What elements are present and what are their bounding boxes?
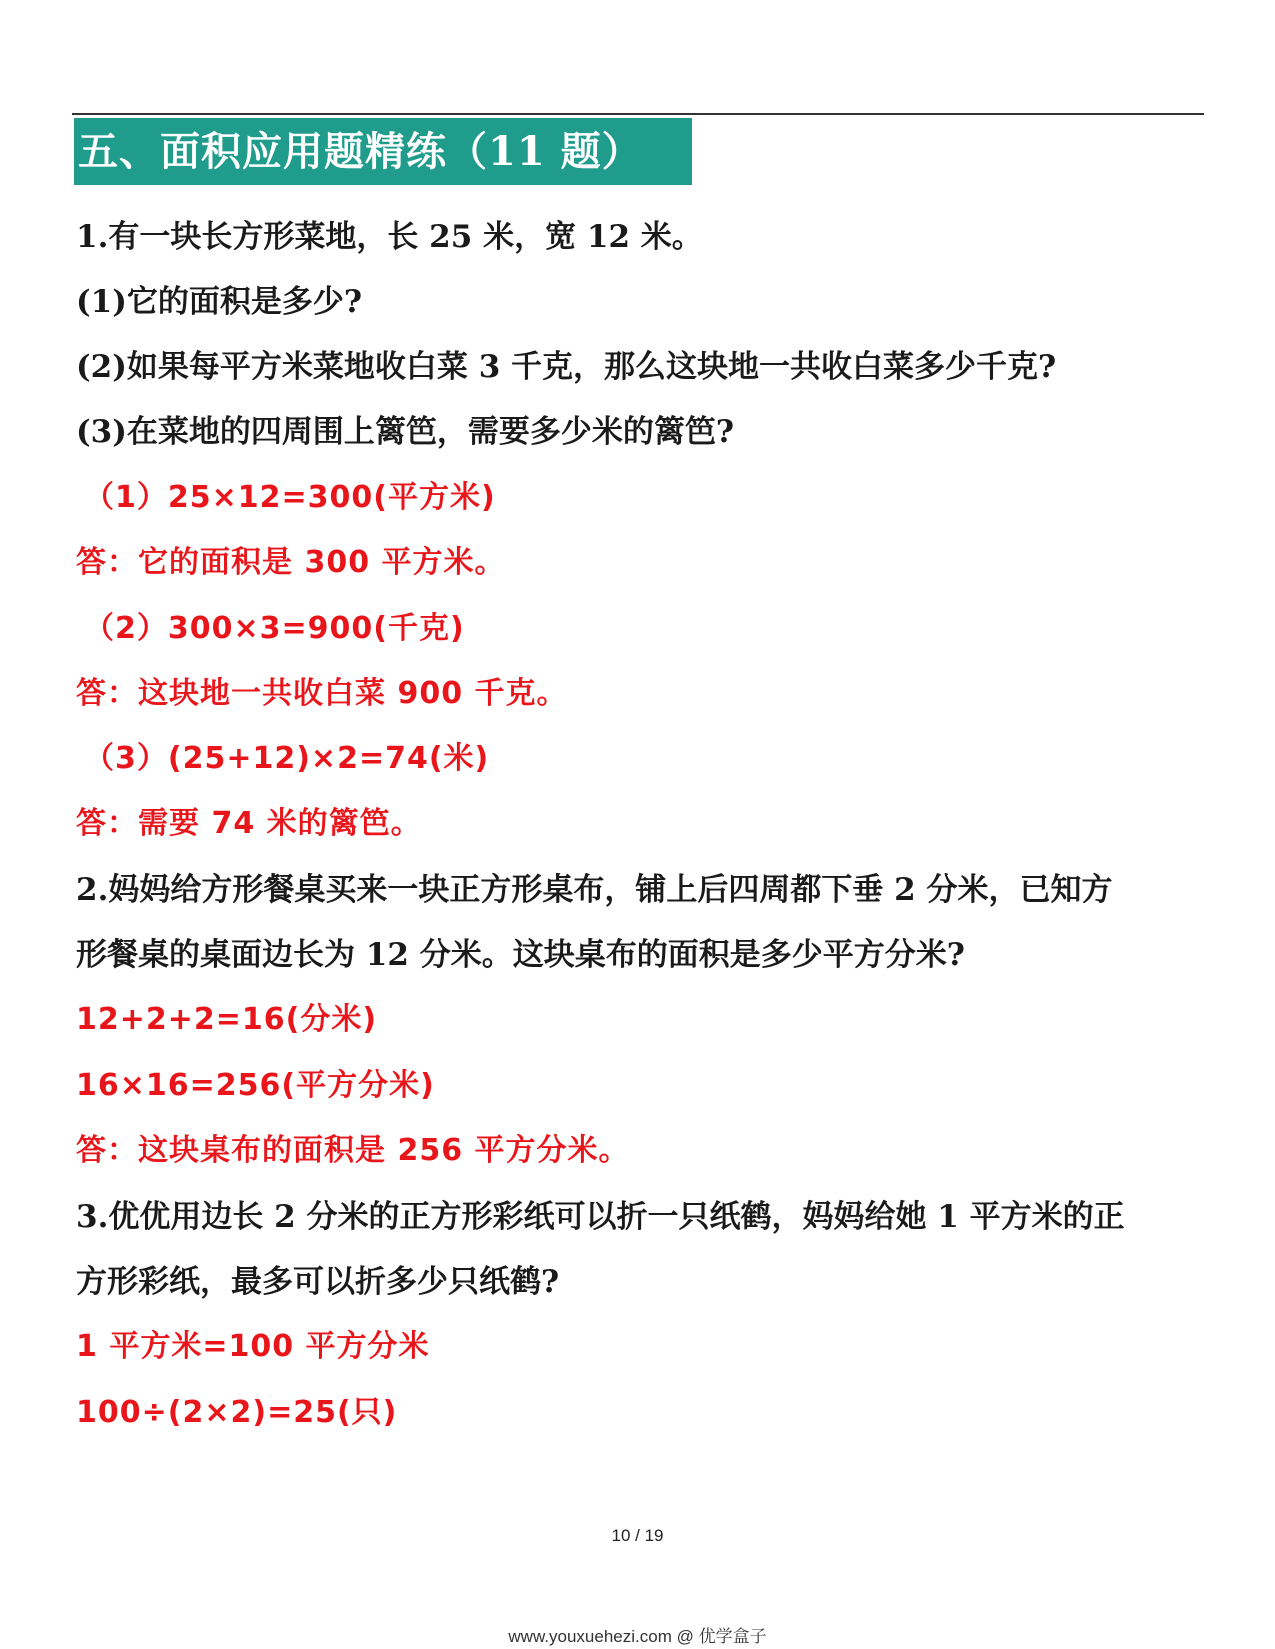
section-title: 五、面积应用题精练（11 题） xyxy=(78,128,643,175)
answer-3-step-2: 100÷(2×2)=25(只) xyxy=(76,1395,398,1430)
answer-1-1-calculation: （1）25×12=300(平方米) xyxy=(84,480,496,515)
answer-2-statement: 答：这块桌布的面积是 256 平方分米。 xyxy=(76,1133,630,1168)
answer-1-2-calculation: （2）300×3=900(千克) xyxy=(84,611,465,646)
question-1-stem: 1.有一块长方形菜地，长 25 米，宽 12 米。 xyxy=(76,219,703,255)
question-3-line-2: 方形彩纸，最多可以折多少只纸鹤? xyxy=(76,1264,560,1300)
answer-3-step-1: 1 平方米=100 平方分米 xyxy=(76,1329,430,1364)
answer-1-2-statement: 答：这块地一共收白菜 900 千克。 xyxy=(76,676,568,711)
question-1-part-2: (2)如果每平方米菜地收白菜 3 千克，那么这块地一共收白菜多少千克? xyxy=(76,349,1057,385)
answer-2-step-2: 16×16=256(平方分米) xyxy=(76,1068,435,1103)
answer-1-3-statement: 答：需要 74 米的篱笆。 xyxy=(76,806,422,841)
answer-2-step-1: 12+2+2=16(分米) xyxy=(76,1002,378,1037)
question-1-part-1: (1)它的面积是多少? xyxy=(76,284,363,320)
question-1-part-3: (3)在菜地的四周围上篱笆，需要多少米的篱笆? xyxy=(76,414,735,450)
question-2-line-2: 形餐桌的桌面边长为 12 分米。这块桌布的面积是多少平方分米? xyxy=(76,937,965,973)
question-2-line-1: 2.妈妈给方形餐桌买来一块正方形桌布，铺上后四周都下垂 2 分米，已知方 xyxy=(76,872,1113,908)
top-rule xyxy=(72,113,1204,115)
page-number: 10 / 19 xyxy=(611,1526,664,1545)
question-3-line-1: 3.优优用边长 2 分米的正方形彩纸可以折一只纸鹤，妈妈给她 1 平方米的正 xyxy=(76,1199,1125,1235)
answer-1-1-statement: 答：它的面积是 300 平方米。 xyxy=(76,545,506,580)
site-watermark: www.youxuehezi.com @ 优学盒子 xyxy=(508,1627,767,1646)
answer-1-3-calculation: （3）(25+12)×2=74(米) xyxy=(84,741,490,776)
